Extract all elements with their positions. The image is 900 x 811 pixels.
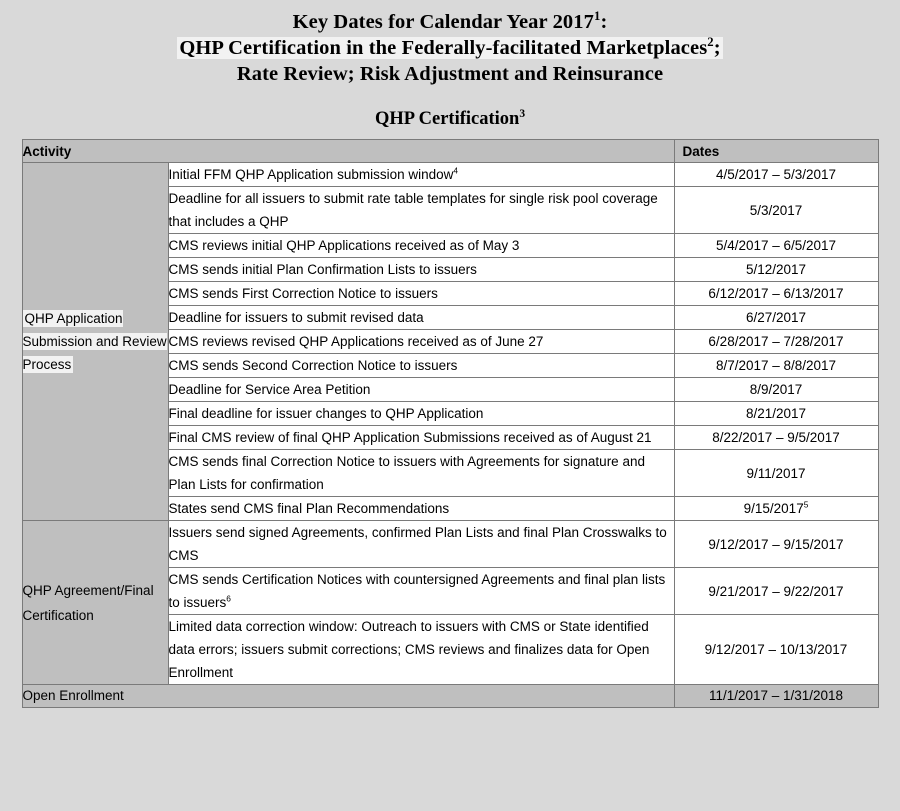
category-label-application: QHP Application Submission and Review Process — [22, 311, 167, 372]
qhp-certification-table — [22, 139, 879, 708]
date-text: 9/12/2017 – 10/13/2017 — [704, 642, 848, 657]
section-title-text: QHP Certification — [374, 109, 520, 129]
activity-text: CMS reviews initial QHP Applications received as of May 3 — [168, 238, 520, 253]
date-text: 5/12/2017 — [745, 262, 807, 277]
date-cell — [674, 615, 878, 685]
date-text: 6/12/2017 – 6/13/2017 — [708, 286, 844, 301]
section-title — [0, 109, 900, 130]
activity-cell — [168, 163, 674, 187]
open-enrollment-dates: 11/1/2017 – 1/31/2018 — [674, 685, 878, 708]
activity-text: Initial FFM QHP Application submission window — [168, 167, 454, 182]
date-text: 5/3/2017 — [749, 202, 803, 218]
activity-text: CMS sends Second Correction Notice to issuers — [168, 358, 458, 373]
activity-text: Final CMS review of final QHP Application Submissions received as of August 21 — [168, 430, 652, 445]
activity-cell — [168, 521, 674, 568]
activity-superscript: 4 — [453, 165, 459, 176]
activity-cell — [168, 450, 674, 497]
open-enrollment-label: Open Enrollment — [22, 685, 674, 708]
table-header-row — [22, 140, 878, 163]
column-header-activity: Activity — [22, 140, 674, 163]
date-text: 9/21/2017 – 9/22/2017 — [708, 583, 844, 599]
table-row — [22, 521, 878, 568]
activity-text: CMS sends First Correction Notice to issuers — [168, 286, 438, 301]
title-line-2-trailing: ; — [713, 37, 721, 59]
activity-cell — [168, 354, 674, 378]
activity-cell — [168, 187, 674, 234]
date-text: 5/4/2017 – 6/5/2017 — [715, 238, 837, 253]
date-text: 8/21/2017 — [745, 406, 807, 421]
date-cell — [674, 402, 878, 426]
activity-text: Deadline for all issuers to submit rate table templates for single risk pool coverage that includes a QHP — [168, 191, 658, 229]
date-cell — [674, 163, 878, 187]
activity-text: Final deadline for issuer changes to QHP Application — [168, 406, 484, 421]
title-line-2 — [0, 35, 900, 61]
category-cell-agreement — [22, 521, 168, 685]
date-superscript: 5 — [803, 499, 809, 510]
date-text: 6/27/2017 — [745, 310, 807, 325]
activity-cell — [168, 426, 674, 450]
date-cell — [674, 378, 878, 402]
activity-cell — [168, 497, 674, 521]
title-line-3 — [0, 61, 900, 87]
date-text: 9/12/2017 – 9/15/2017 — [708, 536, 844, 552]
section-title-superscript: 3 — [519, 107, 526, 120]
activity-text: States send CMS final Plan Recommendations — [168, 501, 450, 516]
date-cell — [674, 568, 878, 615]
date-cell — [674, 354, 878, 378]
title-line-2-text: QHP Certification in the Federally-facilitated Marketplaces — [179, 37, 708, 59]
column-header-dates: Dates — [674, 140, 878, 163]
date-text: 8/9/2017 — [749, 382, 803, 397]
category-cell-application — [22, 163, 168, 521]
document-title-block — [0, 0, 900, 87]
activity-cell — [168, 402, 674, 426]
date-cell — [674, 330, 878, 354]
date-cell — [674, 497, 878, 521]
activity-cell — [168, 282, 674, 306]
activity-superscript: 6 — [226, 593, 231, 604]
date-cell — [674, 306, 878, 330]
activity-text: CMS sends final Correction Notice to issuers with Agreements for signature and Plan Lists for confirmation — [168, 454, 645, 492]
date-cell — [674, 521, 878, 568]
activity-text: CMS sends Certification Notices with countersigned Agreements and final plan lists to issuers — [168, 572, 666, 610]
title-line-1-trailing: : — [600, 11, 608, 33]
activity-text: CMS sends initial Plan Confirmation Lists to issuers — [168, 262, 477, 277]
title-line-3-text: Rate Review; Risk Adjustment and Reinsurance — [236, 63, 664, 85]
title-line-1-superscript: 1 — [593, 9, 601, 24]
activity-cell — [168, 330, 674, 354]
activity-text: Deadline for Service Area Petition — [168, 382, 371, 397]
activity-cell — [168, 258, 674, 282]
date-cell — [674, 187, 878, 234]
table-footer-row — [22, 685, 878, 708]
title-line-1-text: Key Dates for Calendar Year 2017 — [292, 11, 594, 33]
title-line-2-superscript: 2 — [707, 35, 714, 50]
date-cell — [674, 450, 878, 497]
date-text: 8/7/2017 – 8/8/2017 — [715, 358, 837, 373]
table-row — [22, 163, 878, 187]
activity-cell — [168, 306, 674, 330]
activity-text: Deadline for issuers to submit revised data — [168, 310, 424, 325]
date-text: 9/11/2017 — [746, 465, 806, 481]
activity-cell — [168, 234, 674, 258]
activity-cell — [168, 378, 674, 402]
date-text: 4/5/2017 – 5/3/2017 — [715, 167, 837, 182]
date-text: 6/28/2017 – 7/28/2017 — [708, 334, 844, 349]
title-line-1 — [0, 9, 900, 35]
activity-text: Limited data correction window: Outreach to issuers with CMS or State identified data errors; issuers submit corrections; CMS reviews and finalizes data for Open Enrollment — [168, 619, 650, 680]
date-cell — [674, 282, 878, 306]
date-cell — [674, 234, 878, 258]
activity-text: CMS reviews revised QHP Applications received as of June 27 — [168, 334, 544, 349]
activity-cell — [168, 615, 674, 685]
date-text: 9/15/2017 — [743, 501, 804, 516]
date-text: 8/22/2017 – 9/5/2017 — [712, 430, 840, 445]
date-cell — [674, 426, 878, 450]
activity-text: Issuers send signed Agreements, confirmed Plan Lists and final Plan Crosswalks to CMS — [168, 525, 667, 563]
activity-cell — [168, 568, 674, 615]
date-cell — [674, 258, 878, 282]
category-label-agreement: QHP Agreement/Final Certification — [22, 582, 154, 623]
